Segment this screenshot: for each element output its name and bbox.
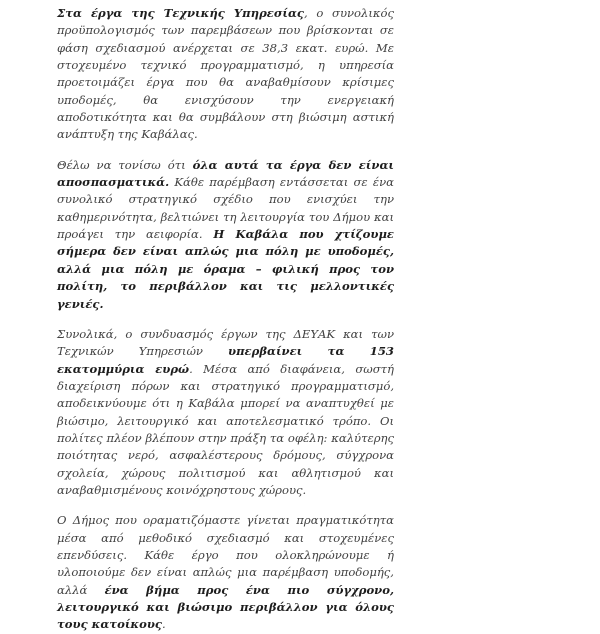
text-run: . — [161, 617, 166, 632]
text-run: , ο συνολικός προϋπολογισμός των παρεμβάσεων που βρίσκονται σε φάση σχεδιασμού ανέρχεται σε 38,3 εκατ. ευρώ. Με στοχευμένο τεχνικό προγραμματισμό, η υπηρεσία προετοιμάζει έργα που θα αναβαθμίσουν κρίσιμες υποδομές, θα ενισχύσουν την ενεργειακή αποδοτικότητα και θα συμβάλουν στη βιώσιμη αστική ανάπτυξη της Καβάλας. — [57, 6, 394, 142]
bold-run: Στα έργα της Τεχνικής Υπηρεσίας — [57, 6, 304, 20]
paragraph-future-municipality — [57, 512, 394, 633]
text-run: Κάθε παρέμβαση εντάσσεται σε ένα συνολικό στρατηγικό σχέδιο που ενισχύει την καθημερινότητα, βελτιώνει τη λειτουργία του Δήμου και προάγει την αειφορία. — [57, 175, 394, 242]
paragraph-strategic-vision — [57, 157, 394, 313]
text-run: Θέλω να τονίσω ότι — [57, 157, 193, 172]
text-column — [57, 5, 394, 634]
paragraph-technical-service-budget — [57, 5, 394, 144]
text-run: Ο Δήμος που οραματιζόμαστε γίνεται πραγματικότητα μέσα από μεθοδικό σχεδιασμό και στοχευμένες επενδύσεις. Κάθε έργο που ολοκληρώνουμε ή υλοποιούμε δεν είναι απλώς μια παρέμβαση υποδομής, αλλά — [57, 513, 394, 597]
bold-run: Η Καβάλα που χτίζουμε σήμερα δεν είναι απλώς μια πόλη με υποδομές, αλλά μια πόλη με όραμα – φιλική προς τον πολίτη, το περιβάλλον και τις μελλοντικές γενιές. — [57, 227, 394, 311]
text-run: Συνολικά, ο συνδυασμός έργων της ΔΕΥΑΚ και των Τεχνικών Υπηρεσιών — [57, 326, 394, 359]
bold-run: όλα αυτά τα έργα δεν είναι αποσπασματικά. — [57, 157, 394, 190]
paragraph-total-budget — [57, 326, 394, 499]
bold-run: ένα βήμα προς ένα πιο σύγχρονο, λειτουργικό και βιώσιμο περιβάλλον για όλους τους κατοίκους — [57, 582, 394, 632]
bold-run: υπερβαίνει τα 153 εκατομμύρια ευρώ — [57, 344, 394, 376]
text-run: . Μέσα από διαφάνεια, σωστή διαχείριση πόρων και στρατηγικό προγραμματισμό, αποδεικνύουμε ότι η Καβάλα μπορεί να αναπτυχθεί με βιώσιμο, λειτουργικό και αποτελεσματικό τρόπο. Οι πολίτες πλέον βλέπουν στην πράξη τα οφέλη: καλύτερης ποιότητας νερό, ασφαλέστερους δρόμους, σύγχρονα σχολεία, χώρους πολιτισμού και αθλητισμού και αναβαθμισμένους κοινόχρηστους χώρους. — [57, 361, 394, 497]
